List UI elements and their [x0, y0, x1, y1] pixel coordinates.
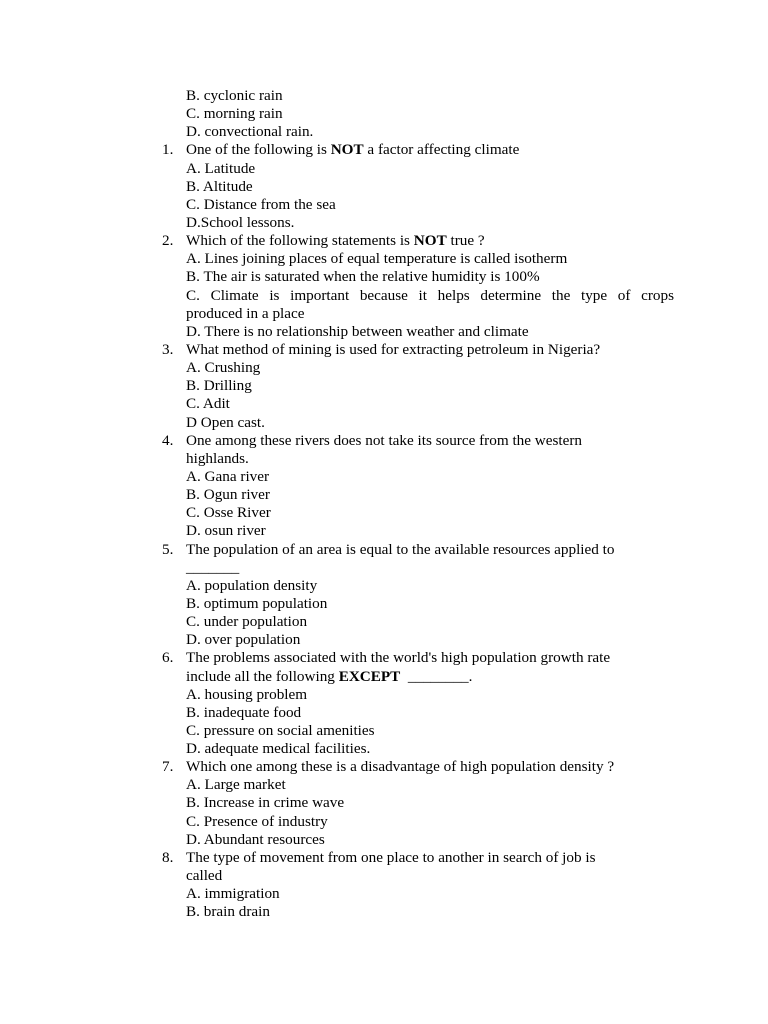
question-text-continued: _______	[186, 558, 240, 576]
answer-option: A. Crushing	[186, 359, 261, 377]
answer-option: C. Distance from the sea	[186, 195, 336, 213]
answer-option: D. osun river	[186, 522, 266, 540]
answer-option: A. Latitude	[186, 159, 256, 177]
answer-option: B. optimum population	[186, 594, 328, 612]
question-text: What method of mining is used for extracting petroleum in Nigeria?	[186, 340, 601, 358]
answer-option: B. Increase in crime wave	[186, 794, 345, 812]
continuation-option: D. convectional rain.	[186, 123, 314, 141]
question-number: 7.	[162, 758, 174, 776]
answer-option: A. Gana river	[186, 467, 270, 485]
answer-option: D. Abundant resources	[186, 830, 325, 848]
continuation-option: B. cyclonic rain	[186, 87, 283, 104]
answer-option: D.School lessons.	[186, 213, 295, 231]
answer-option: D. over population	[186, 631, 301, 649]
answer-option: C. Presence of industry	[186, 812, 328, 830]
answer-option: C. Osse River	[186, 504, 271, 522]
answer-option: C. pressure on social amenities	[186, 721, 375, 739]
question-2	[0, 232, 768, 250]
answer-option: A. housing problem	[186, 685, 308, 703]
question-number: 6.	[162, 649, 174, 667]
document-page	[0, 87, 768, 921]
question-text: Which of the following statements is NOT true ?	[186, 232, 485, 250]
answer-option: C. under population	[186, 613, 308, 631]
question-6	[0, 649, 768, 667]
question-7	[0, 758, 768, 776]
answer-option: D. There is no relationship between weather and climate	[186, 322, 529, 340]
answer-option: B. The air is saturated when the relative humidity is 100%	[186, 268, 540, 286]
question-text: One of the following is NOT a factor affecting climate	[186, 141, 520, 159]
question-number: 1.	[162, 141, 174, 159]
answer-option: D. adequate medical facilities.	[186, 740, 371, 758]
question-number: 4.	[162, 431, 174, 449]
answer-option-continued: produced in a place	[186, 304, 305, 322]
question-8	[0, 849, 768, 867]
question-text: One among these rivers does not take its source from the western	[186, 431, 583, 449]
answer-option: D Open cast.	[186, 413, 265, 431]
answer-option: B. Altitude	[186, 177, 253, 195]
answer-option: C. Climate is important because it helps determine the type of crops	[186, 286, 674, 304]
question-text-continued: include all the following EXCEPT ________.	[186, 667, 473, 685]
question-text: Which one among these is a disadvantage of high population density ?	[186, 758, 615, 776]
question-4	[0, 432, 768, 450]
answer-option: A. immigration	[186, 885, 280, 903]
continuation-option: C. morning rain	[186, 105, 283, 123]
answer-option: A. Lines joining places of equal temperature is called isotherm	[186, 250, 568, 268]
question-1	[0, 141, 768, 159]
answer-option: C. Adit	[186, 395, 230, 413]
question-text: The problems associated with the world's high population growth rate	[186, 649, 611, 667]
answer-option: B. Ogun river	[186, 486, 270, 504]
question-text-continued: called	[186, 867, 223, 885]
question-5	[0, 541, 768, 559]
answer-option: B. inadequate food	[186, 703, 302, 721]
answer-option: B. brain drain	[186, 903, 270, 921]
question-text: The type of movement from one place to another in search of job is	[186, 848, 596, 866]
question-3	[0, 341, 768, 359]
question-text-continued: highlands.	[186, 449, 249, 467]
question-text: The population of an area is equal to the available resources applied to	[186, 540, 615, 558]
question-number: 2.	[162, 232, 174, 250]
answer-option: A. Large market	[186, 776, 286, 794]
question-number: 5.	[162, 540, 174, 558]
answer-option: A. population density	[186, 576, 318, 594]
question-number: 8.	[162, 848, 174, 866]
answer-option: B. Drilling	[186, 377, 252, 395]
question-number: 3.	[162, 340, 174, 358]
